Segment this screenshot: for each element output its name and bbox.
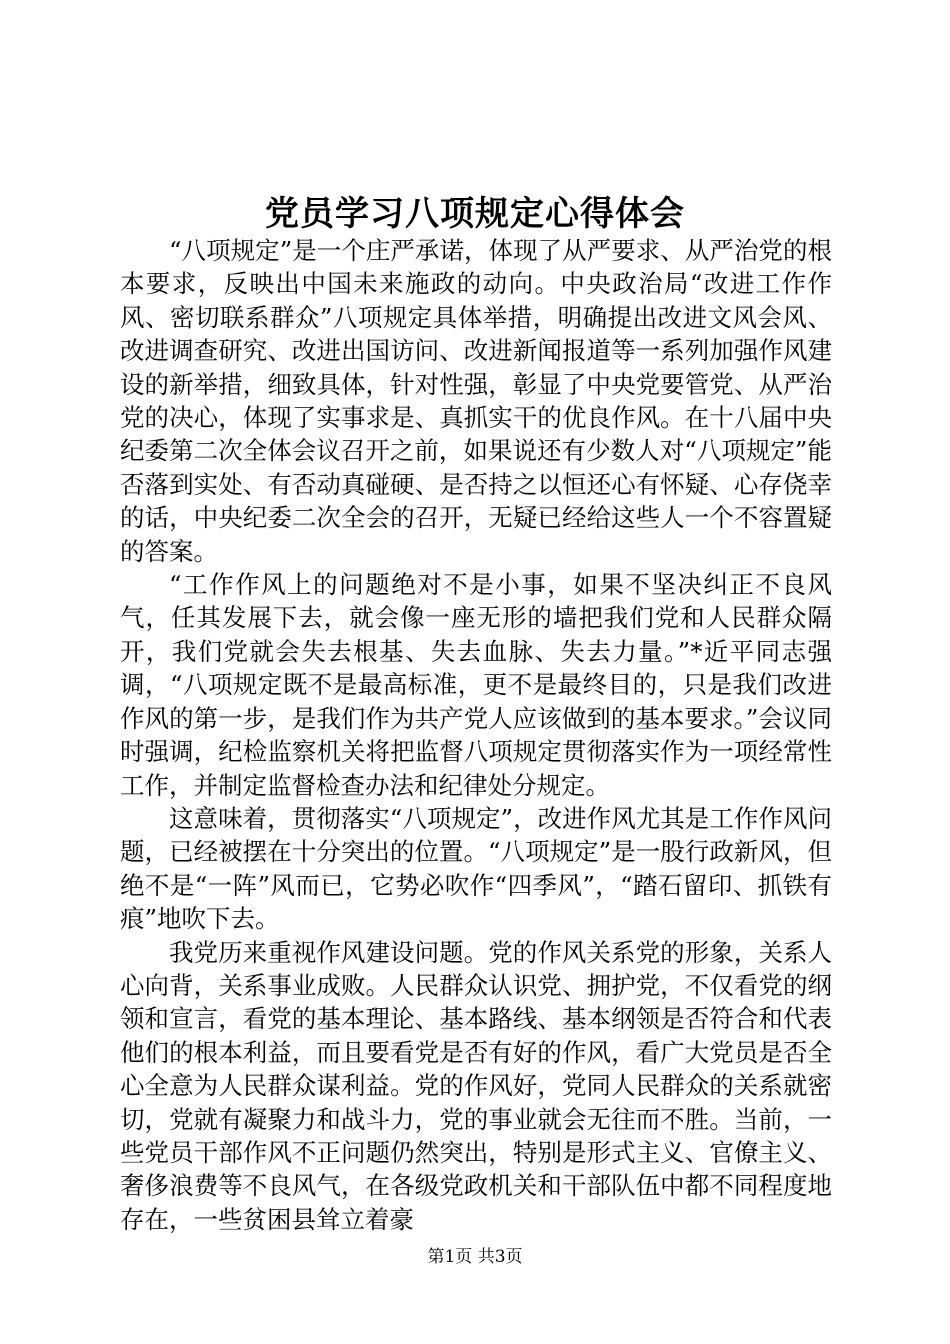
document-body <box>120 234 832 1236</box>
paragraph-3: 这意味着，贯彻落实“八项规定”，改进作风尤其是工作作风问题，已经被摆在十分突出的位置。“八项规定”是一股行政新风，但绝不是“一阵”风而已，它势必吹作“四季风”，“踏石留印、抓铁有痕”地吹下去。 <box>120 803 832 934</box>
paragraph-1: “八项规定”是一个庄严承诺，体现了从严要求、从严治党的根本要求，反映出中国未来施政的动向。中央政治局“改进工作作风、密切联系群众”八项规定具体举措，明确提出改进文风会风、改进调查研究、改进出国访问、改进新闻报道等一系列加强作风建设的新举措，细致具体，针对性强，彰显了中央党要管党、从严治党的决心，体现了实事求是、真抓实干的优良作风。在十八届中央纪委第二次全体会议召开之前，如果说还有少数人对“八项规定”能否落到实处、有否动真碰硬、是否持之以恒还心有怀疑、心存侥幸的话，中央纪委二次全会的召开，无疑已经给这些人一个不容置疑的答案。 <box>120 236 832 566</box>
paragraph-2: “工作作风上的问题绝对不是小事，如果不坚决纠正不良风气，任其发展下去，就会像一座无形的墙把我们党和人民群众隔开，我们党就会失去根基、失去血脉、失去力量。”*近平同志强调，“八项规定既不是最高标准，更不是最终目的，只是我们改进作风的第一步，是我们作为共产党人应该做到的基本要求。”会议同时强调，纪检监察机关将把监督八项规定贯彻落实作为一项经常性工作，并制定监督检查办法和纪律处分规定。 <box>120 570 832 800</box>
page-footer: 第1页 共3页 <box>427 1247 523 1267</box>
document-title: 党员学习八项规定心得体会 <box>265 194 685 234</box>
paragraph-4: 我党历来重视作风建设问题。党的作风关系党的形象，关系人心向背，关系事业成败。人民群众认识党、拥护党，不仅看党的纲领和宣言，看党的基本理论、基本路线、基本纲领是否符合和代表他们的根本利益，而且要看党是否有好的作风，看广大党员是否全心全意为人民群众谋利益。党的作风好，党同人民群众的关系就密切，党就有凝聚力和战斗力，党的事业就会无往而不胜。当前，一些党员干部作风不正问题仍然突出，特别是形式主义、官僚主义、奢侈浪费等不良风气，在各级党政机关和干部队伍中都不同程度地存在，一些贫困县耸立着豪 <box>120 937 832 1234</box>
